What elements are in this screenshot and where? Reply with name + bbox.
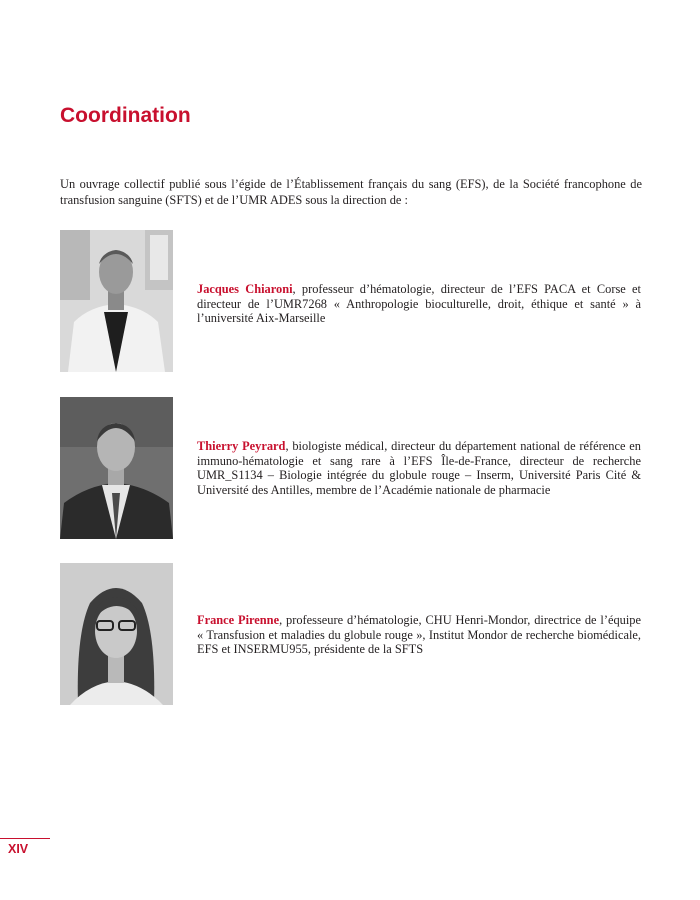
portrait-image bbox=[60, 397, 173, 539]
coordinator-name: Thierry Peyrard bbox=[197, 439, 286, 453]
portrait-image bbox=[60, 563, 173, 705]
bio-peyrard bbox=[197, 439, 641, 497]
coordinator-description: , professeur d’hématologie, directeur de l’EFS PACA et Corse et directeur de l’UMR7268 « Anthropologie bioculturelle, droit, éthique et santé » à l’université Aix-Marseille bbox=[197, 282, 641, 326]
coordinator-description: , biologiste médical, directeur du département national de référence en immuno-hématologie et sang rare à l’EFS Île-de-France, directeur de recherche UMR_S1134 – Biologie intégrée du globule rouge – Inserm, Université Paris Cité & Université des Antilles, membre de l’Académie nationale de pharmacie bbox=[197, 439, 641, 497]
bio-chiaroni bbox=[197, 282, 641, 326]
intro-paragraph: Un ouvrage collectif publié sous l’égide de l’Établissement français du sang (EFS), de la Société francophone de transfusion sanguine (SFTS) et de l’UMR ADES sous la direction de : bbox=[60, 177, 642, 207]
portrait-photo-peyrard bbox=[60, 397, 173, 539]
coordinator-name: France Pirenne bbox=[197, 613, 280, 627]
footer-rule bbox=[0, 838, 50, 839]
page-title: Coordination bbox=[60, 104, 191, 127]
coordinator-name: Jacques Chiaroni bbox=[197, 282, 293, 296]
portrait-image bbox=[60, 230, 173, 372]
bio-pirenne bbox=[197, 613, 641, 657]
portrait-photo-pirenne bbox=[60, 563, 173, 705]
portrait-photo-chiaroni bbox=[60, 230, 173, 372]
coordinator-description: , professeure d’hématologie, CHU Henri-Mondor, directrice de l’équipe « Transfusion et maladies du globule rouge », Institut Mondor de recherche biomédicale, EFS et INSERMU955, présidente de la SFTS bbox=[197, 613, 641, 657]
page-number: XIV bbox=[8, 842, 29, 856]
